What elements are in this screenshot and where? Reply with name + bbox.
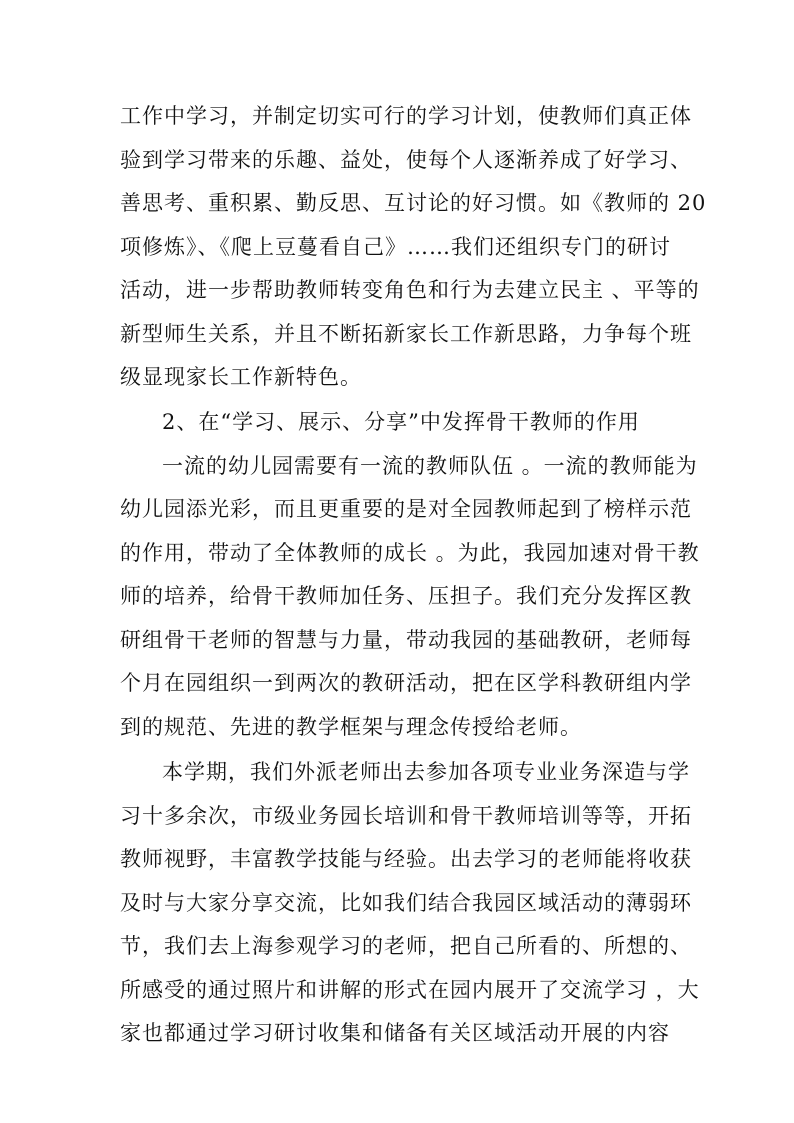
text-line: 所感受的通过照片和讲解的形式在园内展开了交流学习 ，大 (120, 978, 700, 1002)
text-line: 验到学习带来的乐趣、益处，使每个人逐渐养成了好学习、 (120, 148, 692, 172)
text-line: 本学期，我们外派老师出去参加各项专业业务深造与学 (162, 760, 690, 784)
text-line: 项修炼》、《爬上豆蔓看自己》……我们还组织专门的研讨 (120, 235, 671, 259)
text-line: 及时与大家分享交流，比如我们结合我园区域活动的薄弱环 (120, 891, 692, 915)
text-line: 善思考、重积累、勤反思、互讨论的好习惯。如《教师的 20 (120, 191, 707, 215)
text-line: 个月在园组织一到两次的教研活动，把在区学科教研组内学 (120, 671, 692, 695)
text-line: 活动，进一步帮助教师转变角色和行为去建立民主 、平等的 (120, 278, 700, 302)
text-line: 一流的幼儿园需要有一流的教师队伍 。一流的教师能为 (162, 454, 698, 478)
text-line: 习十多余次，市级业务园长培训和骨干教师培训等等，开拓 (120, 804, 692, 828)
text-line: 级显现家长工作新特色。 (120, 365, 362, 389)
text-line: 研组骨干老师的智慧与力量，带动我园的基础教研，老师每 (120, 628, 692, 652)
text-line: 师的培养，给骨干教师加任务、压担子。我们充分发挥区教 (120, 584, 692, 608)
text-line: 幼儿园添光彩，而且更重要的是对全园教师起到了榜样示范 (120, 497, 692, 521)
section-heading: 2、在“学习、展示、分享”中发挥骨干教师的作用 (162, 410, 640, 434)
text-line: 到的规范、先进的教学框架与理念传授给老师。 (120, 715, 582, 739)
text-line: 教师视野，丰富教学技能与经验。出去学习的老师能将收获 (120, 847, 692, 871)
text-line: 节，我们去上海参观学习的老师，把自己所看的、所想的、 (120, 934, 692, 958)
text-line: 工作中学习，并制定切实可行的学习计划，使教师们真正体 (120, 104, 692, 128)
text-line: 新型师生关系，并且不断拓新家长工作新思路，力争每个班 (120, 322, 692, 346)
text-line: 的作用，带动了全体教师的成长 。为此，我园加速对骨干教 (120, 541, 700, 565)
text-line: 家也都通过学习研讨收集和储备有关区域活动开展的内容 (120, 1021, 670, 1045)
